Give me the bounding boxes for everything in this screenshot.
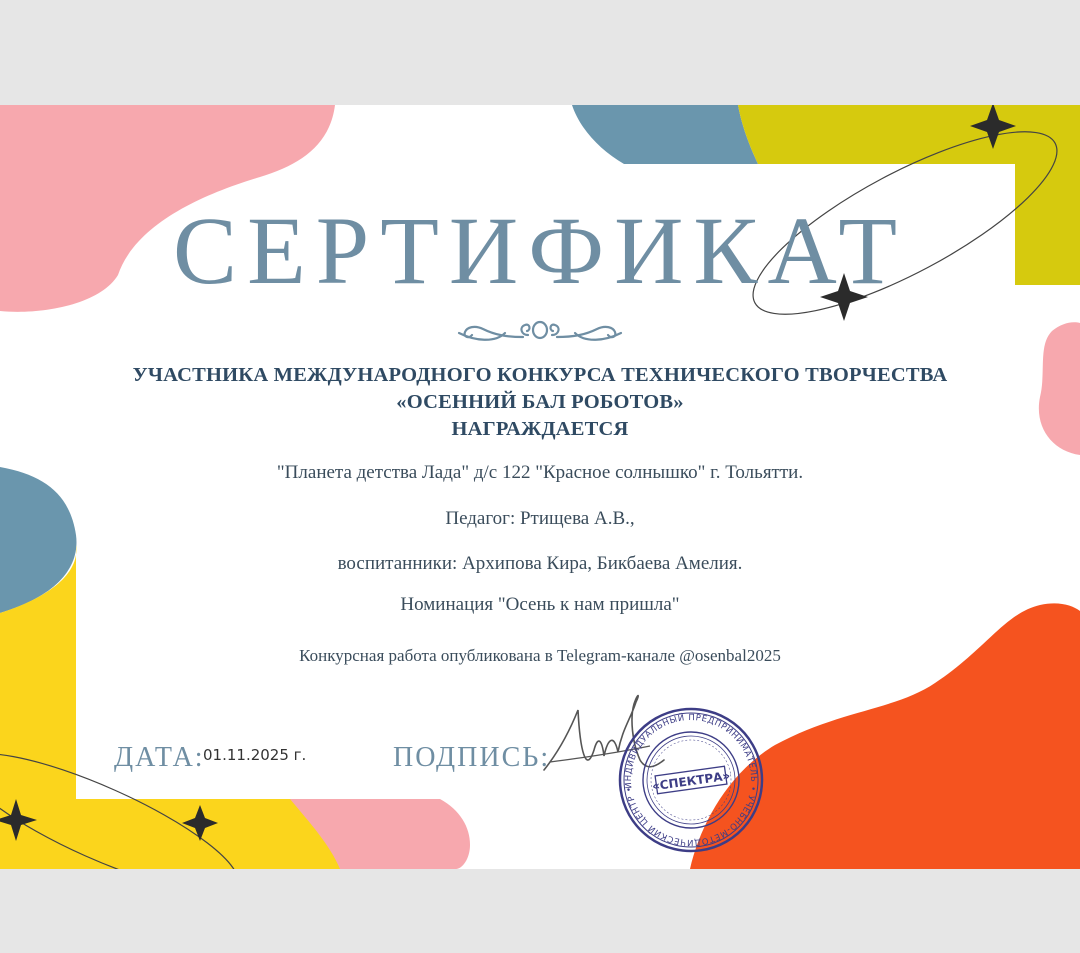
official-stamp <box>616 705 766 855</box>
organization-text: "Планета детства Лада" д/с 122 "Красное солнышко" г. Тольятти. <box>276 462 804 483</box>
heading-participant: УЧАСТНИКА МЕЖДУНАРОДНОГО КОНКУРСА ТЕХНИЧЕСКОГО ТВОРЧЕСТВА <box>132 364 948 386</box>
ornament-divider-icon <box>455 313 625 347</box>
certificate-title: СЕРТИФИКАТ <box>173 197 907 304</box>
date-label: ДАТА: <box>114 742 205 773</box>
pupils-text: воспитанники: Архипова Кира, Бикбаева Амелия. <box>337 553 743 574</box>
heading-awarded: НАГРАЖДАЕТСЯ <box>451 418 629 440</box>
heading-contest-name: «ОСЕННИЙ БАЛ РОБОТОВ» <box>396 391 684 413</box>
nomination-text: Номинация "Осень к нам пришла" <box>400 594 680 615</box>
blue-blob-top <box>572 105 758 164</box>
date-value: 01.11.2025 г. <box>203 746 307 764</box>
published-note: Конкурсная работа опубликована в Telegram-канале @osenbal2025 <box>299 646 781 665</box>
svg-text:«СПЕКТРА»: «СПЕКТРА» <box>651 768 732 794</box>
teacher-text: Педагог: Ртищева А.В., <box>445 508 635 529</box>
certificate <box>0 105 1080 869</box>
svg-text:ИНДИВИДУАЛЬНЫЙ ПРЕДПРИНИМАТЕЛЬ: ИНДИВИДУАЛЬНЫЙ ПРЕДПРИНИМАТЕЛЬ • УЧЕБНО-МЕТОДИЧЕСКИЙ ЦЕНТР • <box>623 712 759 848</box>
signature-label: ПОДПИСЬ: <box>393 742 551 773</box>
